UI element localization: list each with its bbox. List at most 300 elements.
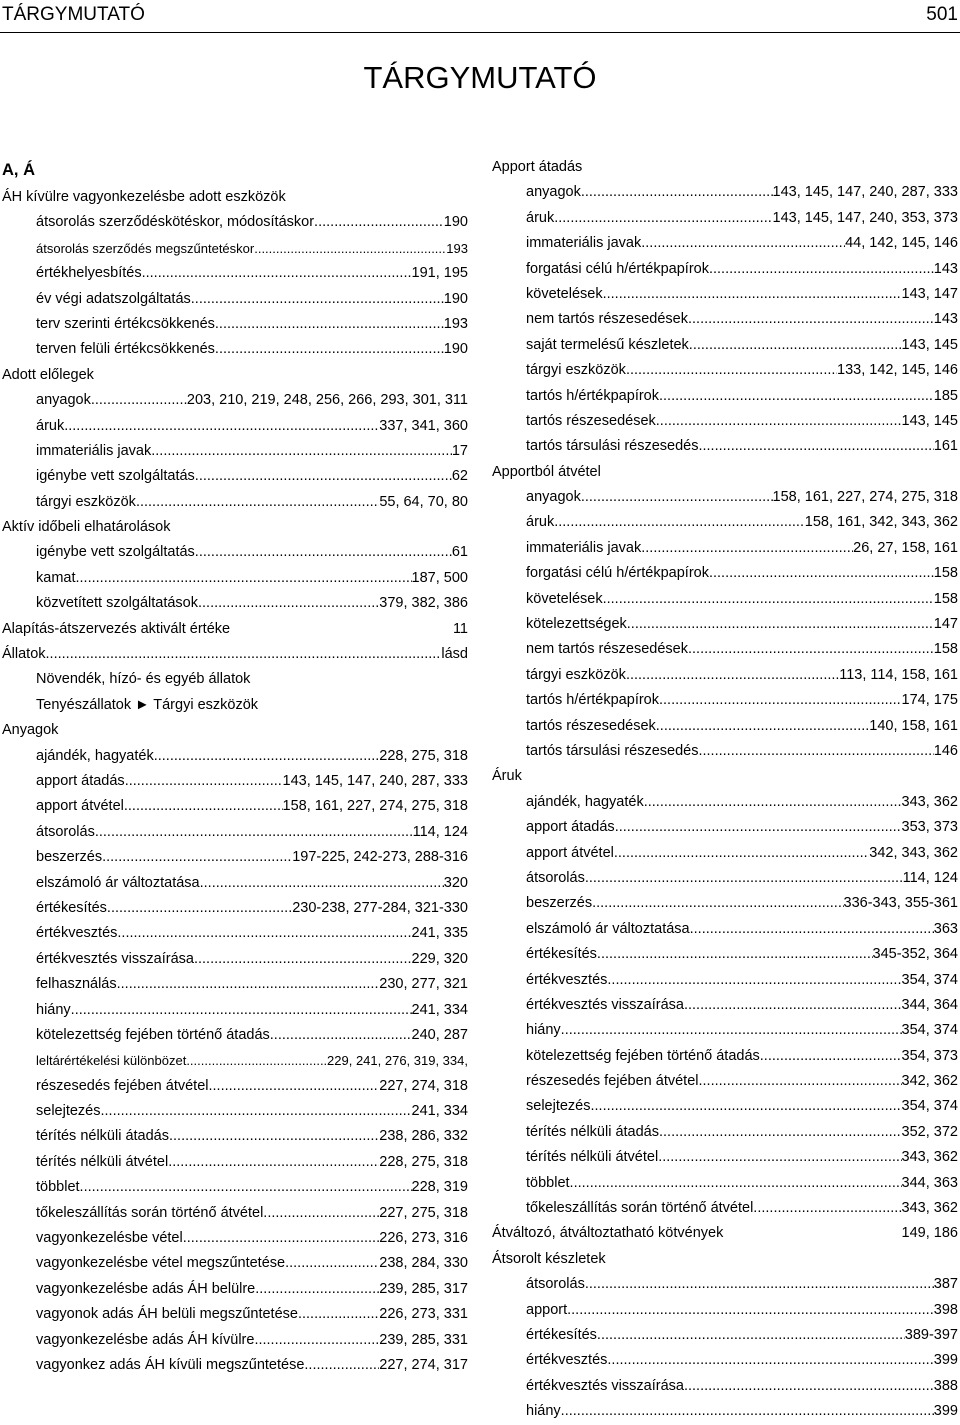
dot-leader [198, 591, 379, 616]
spacer [723, 1221, 901, 1246]
index-subentry [492, 510, 958, 535]
page-references: 342, 343, 362 [869, 844, 958, 861]
dot-leader [689, 333, 902, 358]
page-references: 229, 241, 276, 319, 334, [327, 1053, 468, 1069]
index-entry-heading [492, 764, 958, 789]
page-references: 344, 364 [901, 996, 958, 1013]
entry-heading-text: Állatok [2, 646, 46, 663]
dot-leader [314, 210, 444, 235]
page-references: 143, 145, 147, 240, 287, 333 [772, 184, 958, 201]
entry-heading-text: Aktív időbeli elhatárolások [2, 519, 171, 536]
index-subentry [2, 261, 468, 286]
dot-leader [656, 714, 870, 739]
dot-leader [614, 841, 869, 866]
page-references: 197-225, 242-273, 288-316 [292, 849, 468, 866]
index-subentry [2, 287, 468, 312]
index-subentry [492, 663, 958, 688]
index-subentry [492, 409, 958, 434]
dot-leader [215, 312, 444, 337]
dot-leader [254, 1328, 379, 1353]
page-references: 344, 363 [901, 1174, 958, 1191]
subentry-text: forgatási célú h/értékpapírok [526, 565, 709, 582]
subentry-text: tőkeleszállítás során történő átvétel [36, 1204, 264, 1221]
page-references: 61 [451, 544, 468, 561]
dot-leader [581, 485, 773, 510]
index-subentry [2, 312, 468, 337]
dot-leader [76, 566, 412, 591]
page-references: 398 [933, 1301, 958, 1318]
index-subentry [492, 231, 958, 256]
subentry-text: felhasználás [36, 976, 117, 993]
subentry-text: immateriális javak [36, 442, 152, 459]
subentry-text: tartós társulási részesedés [526, 742, 699, 759]
subentry-text: kötelezettség fejében történő átadás [36, 1026, 270, 1043]
dot-leader [615, 815, 902, 840]
page-references: 354, 374 [901, 971, 958, 988]
index-subentry [492, 587, 958, 612]
page-references: 230-238, 277-284, 321-330 [292, 899, 468, 916]
dot-leader [698, 739, 933, 764]
dot-leader [183, 1226, 380, 1251]
subentry-text: igénybe vett szolgáltatás [36, 544, 195, 561]
subentry-text: év végi adatszolgáltatás [36, 290, 191, 307]
subentry-text: immateriális javak [526, 539, 642, 556]
running-header [0, 0, 960, 33]
subentry-text: értékesítés [526, 946, 597, 963]
dot-leader [195, 464, 452, 489]
dot-leader [753, 1196, 901, 1221]
dot-leader [567, 1298, 934, 1323]
subentry-text: vagyonkezelésbe vétel megszűntetése [36, 1255, 286, 1272]
index-subentry [2, 1175, 468, 1200]
page-references: 353, 373 [901, 819, 958, 836]
page-references: 190 [443, 341, 468, 358]
subentry-text: hiány [526, 1022, 561, 1039]
index-subentry [492, 536, 958, 561]
page-references: 143, 145 [901, 336, 958, 353]
page-references: 193 [443, 315, 468, 332]
running-header-title: TÁRGYMUTATÓ [2, 4, 145, 25]
subentry-text: forgatási célú h/értékpapírok [526, 260, 709, 277]
subentry-text: értékvesztés visszaírása [526, 1377, 684, 1394]
page-references: 133, 142, 145, 146 [837, 362, 958, 379]
dot-leader [169, 1124, 379, 1149]
page-references: 174, 175 [901, 692, 958, 709]
dot-leader [626, 358, 837, 383]
index-subentry [492, 1323, 958, 1348]
index-entry-heading [2, 642, 468, 667]
dot-leader [200, 871, 444, 896]
dot-leader [46, 642, 442, 667]
page-references: 241, 334 [411, 1001, 468, 1018]
dot-leader [285, 1251, 379, 1276]
page-references: 241, 335 [411, 925, 468, 942]
page-references: 114, 124 [902, 869, 958, 886]
page-references: 387 [933, 1276, 958, 1293]
index-subentry [2, 871, 468, 896]
page-references: 320 [443, 874, 468, 891]
dot-leader [760, 1044, 902, 1069]
dot-leader [561, 1399, 934, 1424]
index-subentry [492, 282, 958, 307]
subentry-text: térítés nélküli átvétel [36, 1153, 169, 1170]
cross-reference-text: Növendék, hízó- és egyéb állatok [36, 671, 251, 688]
index-subentry [2, 1201, 468, 1226]
page-references: 193 [446, 240, 468, 256]
page-references: 240, 287 [411, 1026, 468, 1043]
dot-leader [107, 896, 292, 921]
entry-heading-text: ÁH kívülre vagyonkezelésbe adott eszközök [2, 189, 286, 205]
dot-leader [102, 845, 292, 870]
subentry-text: értékesítés [526, 1326, 597, 1343]
subentry-text: tartós társulási részesedés [526, 438, 699, 455]
subentry-text: tartós részesedések [526, 412, 656, 429]
index-subentry [2, 972, 468, 997]
index-subentry [2, 1251, 468, 1276]
page-references: 143, 147 [901, 285, 958, 302]
page-references: 158, 161, 227, 274, 275, 318 [282, 798, 468, 815]
dot-leader [80, 1175, 412, 1200]
dot-leader [592, 891, 843, 916]
index-subentry [2, 1074, 468, 1099]
page-references: 228, 319 [411, 1179, 468, 1196]
page-references: 143, 145 [901, 412, 958, 429]
index-subentry [492, 206, 958, 231]
subentry-text: apport átvétel [36, 798, 124, 815]
dot-leader [64, 414, 379, 439]
dot-leader [658, 1145, 901, 1170]
subentry-text: elszámoló ár változtatása [36, 874, 200, 891]
index-entry-heading [2, 617, 468, 642]
dot-leader [304, 1353, 379, 1378]
subentry-text: anyagok [526, 184, 581, 201]
dot-leader [656, 409, 902, 434]
dot-leader [91, 388, 187, 413]
dot-leader [254, 236, 446, 261]
subentry-text: vagyonkezelésbe adás ÁH belülre [36, 1280, 256, 1297]
page-references: 11 [452, 620, 468, 637]
subentry-text: részesedés fejében átvétel [36, 1077, 209, 1094]
index-subentry [492, 1348, 958, 1373]
index-subentry [2, 820, 468, 845]
dot-leader [603, 282, 902, 307]
index-subentry [492, 637, 958, 662]
index-subentry [492, 612, 958, 637]
index-subentry [2, 439, 468, 464]
subentry-text: vagyonkezelésbe adás ÁH kívülre [36, 1331, 255, 1348]
subentry-text: beszerzés [526, 895, 593, 912]
page-references: 337, 341, 360 [379, 417, 468, 434]
page-references: 354, 374 [901, 1098, 958, 1115]
index-entry-heading [2, 185, 468, 210]
page-references: 241, 334 [411, 1103, 468, 1120]
page-references: 388 [933, 1377, 958, 1394]
subentry-text: részesedés fejében átvétel [526, 1073, 699, 1090]
dot-leader [690, 917, 934, 942]
subentry-text: selejtezés [36, 1103, 101, 1120]
dot-leader [561, 1018, 902, 1043]
dot-leader [688, 307, 934, 332]
page-references: 190 [443, 214, 468, 231]
subentry-text: értékesítés [36, 899, 107, 916]
subentry-text: tartós részesedések [526, 717, 656, 734]
entry-heading-text: Apportból átvétel [492, 463, 601, 480]
dot-leader [659, 688, 902, 713]
index-subentry [492, 358, 958, 383]
subentry-text: nem tartós részesedések [526, 311, 688, 328]
index-subentry [2, 236, 468, 261]
index-subentry [2, 794, 468, 819]
dot-leader [684, 1374, 934, 1399]
index-subentry [492, 1044, 958, 1069]
page-references: 158, 161, 227, 274, 275, 318 [772, 489, 958, 506]
subentry-text: immateriális javak [526, 235, 642, 252]
index-subentry [492, 739, 958, 764]
dot-leader [607, 968, 901, 993]
subentry-text: áruk [526, 514, 555, 531]
subentry-text: ajándék, hagyaték [526, 793, 644, 810]
page-references: 226, 273, 331 [379, 1306, 468, 1323]
dot-leader [709, 561, 934, 586]
subentry-text: átsorolás [526, 869, 585, 886]
index-subentry [492, 333, 958, 358]
index-subentry [2, 1048, 468, 1073]
index-subentry [492, 434, 958, 459]
subentry-text: anyagok [36, 392, 91, 409]
subentry-text: terven felüli értékcsökkenés [36, 341, 215, 358]
page-references: 140, 158, 161 [869, 717, 958, 734]
cross-reference-line [2, 667, 468, 692]
page-references: 352, 372 [901, 1123, 958, 1140]
index-entry-heading [492, 460, 958, 485]
subentry-text: térítés nélküli átadás [36, 1128, 169, 1145]
page-references: 343, 362 [901, 1200, 958, 1217]
subentry-text: értékvesztés visszaírása [36, 950, 194, 967]
subentry-text: vagyonkezelésbe vétel [36, 1230, 183, 1247]
subentry-text: nem tartós részesedések [526, 641, 688, 658]
cross-reference-text: Tenyészállatok ► Tárgyi eszközök [36, 696, 259, 713]
entry-heading-text: Apport átadás [492, 159, 583, 175]
index-entry-heading [492, 155, 958, 180]
subentry-text: saját termelésű készletek [526, 336, 689, 353]
subentry-text: tartós h/értékpapírok [526, 692, 659, 709]
page-references: 203, 210, 219, 248, 256, 266, 293, 301, 311 [186, 392, 468, 409]
subentry-text: átsorolás [526, 1276, 585, 1293]
page-references: 228, 275, 318 [379, 747, 468, 764]
index-subentry [492, 1018, 958, 1043]
subentry-text: követelések [526, 285, 603, 302]
page-references: 227, 274, 317 [379, 1356, 468, 1373]
index-entry-heading [2, 718, 468, 743]
index-subentry [2, 921, 468, 946]
subentry-text: tárgyi eszközök [36, 493, 136, 510]
dot-leader [117, 972, 380, 997]
subentry-text: vagyonok adás ÁH belüli megszűntetése [36, 1306, 298, 1323]
index-subentry [492, 1399, 958, 1424]
page-references: 354, 373 [901, 1047, 958, 1064]
subentry-text: beszerzés [36, 849, 103, 866]
index-subentry [492, 714, 958, 739]
dot-leader [554, 510, 805, 535]
page-references: 44, 142, 145, 146 [845, 235, 958, 252]
page-references: 354, 374 [901, 1022, 958, 1039]
page-references: 158 [933, 641, 958, 658]
page-references: 55, 64, 70, 80 [379, 493, 468, 510]
spacer [230, 617, 453, 642]
dot-leader [585, 866, 903, 891]
page-references: 143, 145, 147, 240, 287, 333 [282, 772, 468, 789]
index-column-right [492, 155, 958, 1425]
subentry-text: kamat [36, 569, 76, 586]
page-references: 158 [933, 565, 958, 582]
index-subentry [2, 210, 468, 235]
dot-leader [195, 540, 452, 565]
subentry-text: tartós h/értékpapírok [526, 387, 659, 404]
index-subentry [2, 540, 468, 565]
page-references: 399 [933, 1352, 958, 1369]
page-references: 379, 382, 386 [379, 595, 468, 612]
page-references: 399 [933, 1403, 958, 1420]
dot-leader [709, 257, 934, 282]
dot-leader [95, 820, 413, 845]
index-subentry [2, 1124, 468, 1149]
dot-leader [71, 998, 412, 1023]
index-subentry [2, 591, 468, 616]
page-number: 501 [926, 4, 958, 25]
page-references: 229, 320 [411, 950, 468, 967]
subentry-text: átsorolás [36, 823, 95, 840]
subentry-text: hiány [36, 1001, 71, 1018]
page-references: 238, 284, 330 [379, 1255, 468, 1272]
index-subentry [2, 414, 468, 439]
index-subentry [2, 845, 468, 870]
subentry-text: áruk [526, 209, 555, 226]
subentry-text: kötelezettség fejében történő átadás [526, 1047, 760, 1064]
index-subentry [492, 942, 958, 967]
index-subentry [492, 1374, 958, 1399]
index-subentry [492, 1094, 958, 1119]
index-subentry [492, 1196, 958, 1221]
subentry-text: anyagok [526, 489, 581, 506]
page-references: 227, 274, 318 [379, 1077, 468, 1094]
index-subentry [2, 1226, 468, 1251]
subentry-text: apport [526, 1301, 568, 1318]
subentry-text: értékvesztés [526, 971, 608, 988]
index-subentry [2, 998, 468, 1023]
page-references: 26, 27, 158, 161 [853, 539, 958, 556]
subentry-text: apport átadás [526, 819, 615, 836]
section-letter-text: A, Á [2, 161, 35, 179]
subentry-text: értékvesztés visszaírása [526, 996, 684, 1013]
dot-leader [603, 587, 934, 612]
entry-heading-text: Adott előlegek [2, 366, 94, 383]
dot-leader [607, 1348, 933, 1373]
dot-leader [151, 439, 452, 464]
dot-leader [263, 1201, 379, 1226]
dot-leader [186, 1048, 327, 1073]
dot-leader [117, 921, 411, 946]
subentry-text: apport átadás [36, 772, 125, 789]
subentry-text: közvetített szolgáltatások [36, 595, 198, 612]
page-references: 345-352, 364 [872, 946, 958, 963]
dot-leader [136, 490, 379, 515]
subentry-text: tárgyi eszközök [526, 666, 626, 683]
index-subentry [492, 180, 958, 205]
subentry-text: selejtezés [526, 1098, 591, 1115]
index-subentry [2, 1302, 468, 1327]
dot-leader [142, 261, 412, 286]
entry-heading-text: Áruk [492, 768, 522, 785]
index-subentry [2, 1353, 468, 1378]
page-references: 185 [933, 387, 958, 404]
dot-leader [699, 1069, 902, 1094]
subentry-text: többlet [526, 1174, 570, 1191]
page-references: 113, 114, 158, 161 [839, 666, 958, 683]
entry-heading-text: Alapítás-átszervezés aktivált értéke [2, 620, 231, 637]
dot-leader [641, 536, 853, 561]
dot-leader [215, 337, 444, 362]
dot-leader [209, 1074, 380, 1099]
dot-leader [659, 1120, 902, 1145]
page-references: 342, 362 [901, 1073, 958, 1090]
dot-leader [597, 942, 873, 967]
page-references: 343, 362 [901, 793, 958, 810]
subentry-text: ajándék, hagyaték [36, 747, 154, 764]
dot-leader [168, 1150, 379, 1175]
dot-leader [688, 637, 934, 662]
index-section-letter [2, 155, 468, 185]
index-subentry [2, 1150, 468, 1175]
subentry-text: tárgyi eszközök [526, 362, 626, 379]
dot-leader [641, 231, 845, 256]
subentry-text: térítés nélküli átadás [526, 1123, 659, 1140]
page-references: 363 [933, 920, 958, 937]
index-subentry [2, 769, 468, 794]
index-subentry [492, 790, 958, 815]
page-references: 143 [933, 311, 958, 328]
subentry-text: követelések [526, 590, 603, 607]
subentry-text: értékvesztés [36, 925, 118, 942]
dot-leader [684, 993, 902, 1018]
page-references: 62 [451, 468, 468, 485]
dot-leader [125, 769, 283, 794]
page-references: 343, 362 [901, 1149, 958, 1166]
index-subentry [492, 485, 958, 510]
page-references: 143, 145, 147, 240, 353, 373 [772, 209, 958, 226]
subentry-text: térítés nélküli átvétel [526, 1149, 659, 1166]
index-subentry [492, 891, 958, 916]
subentry-text: elszámoló ár változtatása [526, 920, 690, 937]
index-subentry [492, 815, 958, 840]
entry-heading-text: Átsorolt készletek [492, 1250, 606, 1267]
dot-leader [255, 1277, 379, 1302]
index-subentry [492, 257, 958, 282]
index-subentry [492, 1145, 958, 1170]
index-entry-heading [492, 1221, 958, 1246]
dot-leader [191, 287, 444, 312]
dot-leader [698, 434, 933, 459]
index-subentry [2, 1328, 468, 1353]
index-subentry [2, 388, 468, 413]
index-subentry [2, 337, 468, 362]
subentry-text: értékvesztés [526, 1352, 608, 1369]
dot-leader [626, 663, 839, 688]
index-subentry [492, 307, 958, 332]
dot-leader [585, 1272, 934, 1297]
index-subentry [492, 1298, 958, 1323]
page-references: 226, 273, 316 [379, 1230, 468, 1247]
subentry-text: átsorolás szerződés megszűntetéskor [36, 240, 255, 256]
